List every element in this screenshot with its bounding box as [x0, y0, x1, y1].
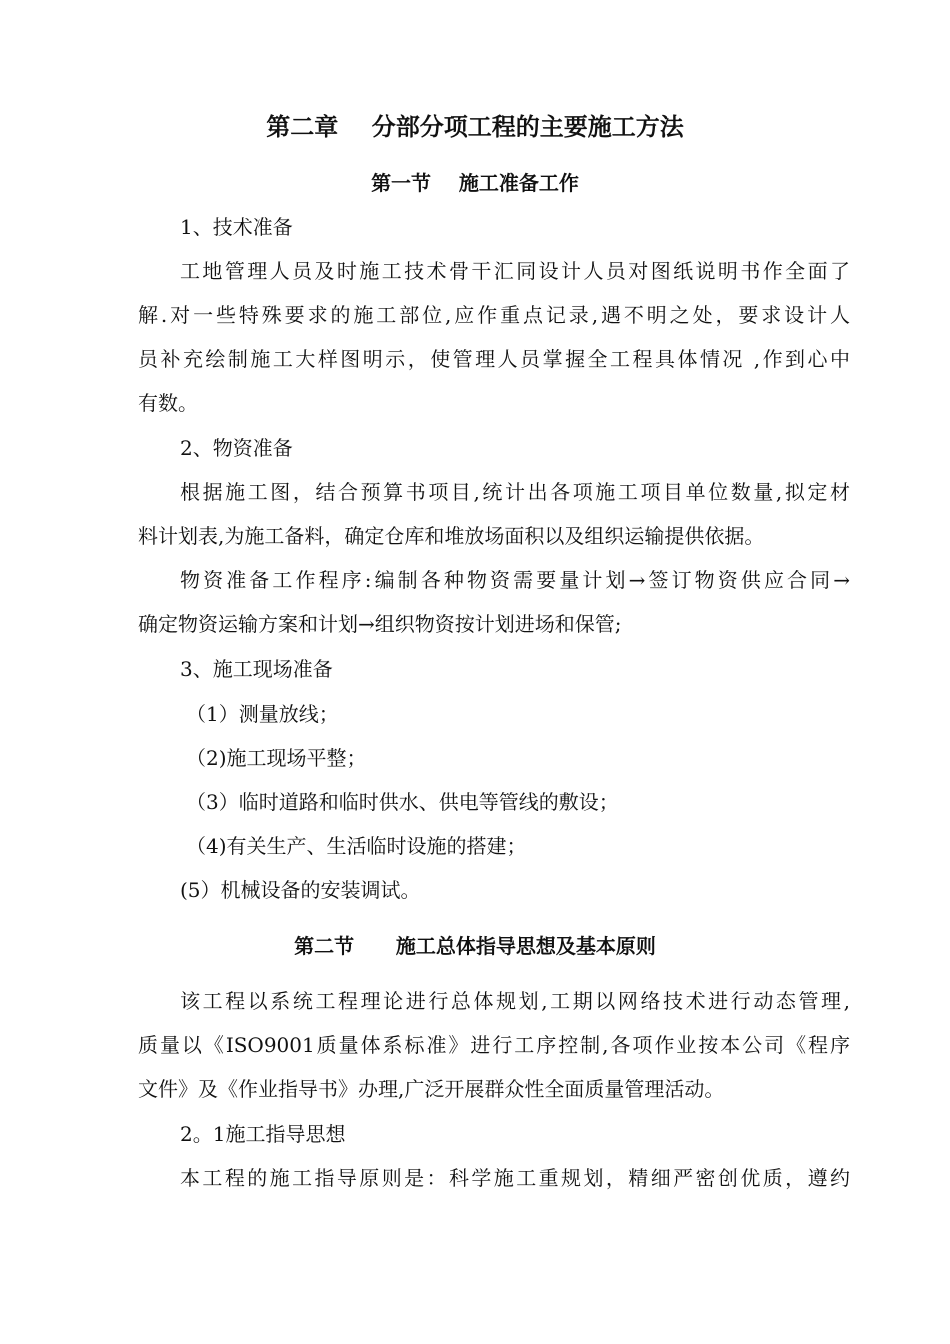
- item-2-para2-line-1: 物资准备工作程序:编制各种物资需要量计划→签订物资供应合同→: [180, 568, 850, 592]
- section-1-title: 第一节 施工准备工作: [371, 171, 579, 195]
- subitem-1: （1）测量放线；: [186, 702, 339, 726]
- subitem-4: （4)有关生产、生活临时设施的搭建；: [186, 834, 527, 858]
- item-2-para1-line-2: 料计划表,为施工备料，确定仓库和堆放场面积以及组织运输提供依据。: [138, 524, 765, 548]
- chapter-title: 第二章 分部分项工程的主要施工方法: [266, 113, 684, 141]
- section-2-para-line-2: 质量以《ISO9001质量体系标准》进行工序控制,各项作业按本公司《程序: [138, 1033, 850, 1057]
- item-1-para-line-1: 工地管理人员及时施工技术骨干汇同设计人员对图纸说明书作全面了: [180, 259, 850, 283]
- subitem-3: （3）临时道路和临时供水、供电等管线的敷设；: [186, 790, 619, 814]
- item-2-para1-line-1: 根据施工图，结合预算书项目,统计出各项施工项目单位数量,拟定材: [180, 480, 850, 504]
- section-2-para-line-3: 文件》及《作业指导书》办理,广泛开展群众性全面质量管理活动。: [138, 1077, 725, 1101]
- item-2-para2-line-2: 确定物资运输方案和计划→组织物资按计划进场和保管;: [138, 612, 622, 636]
- item-1-para-line-2: 解.对一些特殊要求的施工部位,应作重点记录,遇不明之处，要求设计人: [138, 303, 850, 327]
- item-2-1-heading: 2。1施工指导思想: [180, 1122, 346, 1146]
- subitem-2: （2)施工现场平整；: [186, 746, 367, 770]
- section-2-para-line-1: 该工程以系统工程理论进行总体规划,工期以网络技术进行动态管理,: [180, 989, 850, 1013]
- item-1-para-line-4: 有数。: [138, 391, 198, 415]
- item-1-para-line-3: 员补充绘制施工大样图明示，使管理人员掌握全工程具体情况 ,作到心中: [138, 347, 850, 371]
- item-1-heading: 1、技术准备: [180, 215, 293, 239]
- subitem-5: (5）机械设备的安装调试。: [180, 878, 421, 902]
- section-2-title: 第二节 施工总体指导思想及基本原则: [294, 934, 656, 958]
- item-3-heading: 3、施工现场准备: [180, 657, 333, 681]
- item-2-1-para-line-1: 本工程的施工指导原则是：科学施工重规划，精细严密创优质，遵约: [180, 1166, 850, 1190]
- item-2-heading: 2、物资准备: [180, 436, 293, 460]
